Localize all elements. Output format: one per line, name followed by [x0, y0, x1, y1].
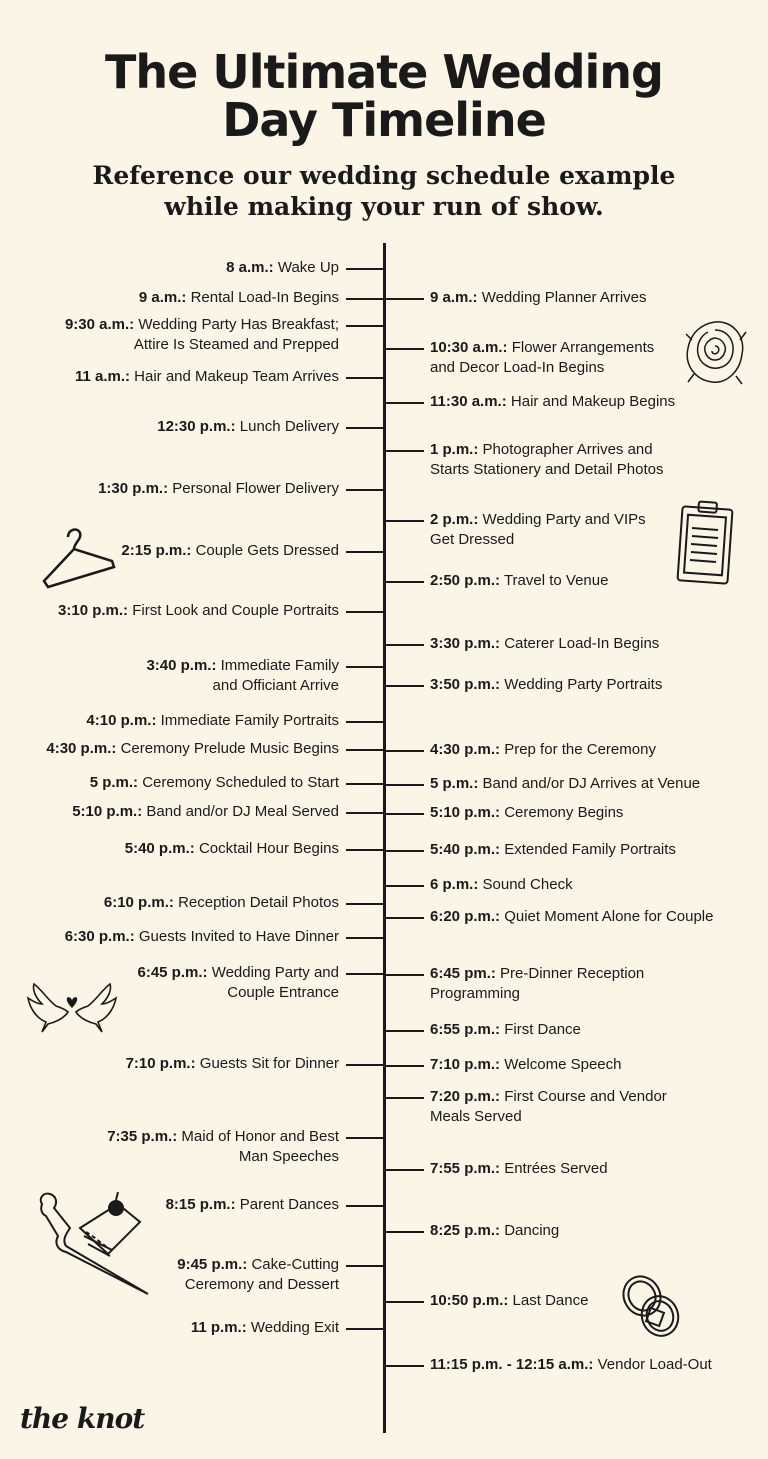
event-description: Wedding Party and: [211, 964, 339, 981]
event-description: Maid of Honor and Best: [181, 1128, 339, 1145]
event-line: [430, 440, 663, 460]
event-line: [430, 907, 714, 927]
event-time: 6:45 pm.:: [430, 965, 496, 982]
event-description: Dancing: [504, 1222, 560, 1239]
event-description: Wake Up: [277, 259, 339, 276]
event-description: Parent Dances: [239, 1196, 339, 1213]
timeline-event: [226, 258, 339, 278]
event-description: Reception Detail Photos: [178, 894, 339, 911]
timeline-event: [430, 840, 676, 860]
event-description: Entrées Served: [504, 1160, 608, 1177]
event-time: 5:40 p.m.:: [124, 840, 195, 857]
event-time: 3:50 p.m.:: [430, 676, 501, 693]
event-line: [58, 601, 339, 621]
event-time: 3:40 p.m.:: [146, 657, 217, 674]
event-description: Cake-Cutting: [251, 1256, 339, 1273]
timeline-event: [430, 803, 623, 823]
event-line: [430, 288, 647, 308]
event-line: [90, 773, 339, 793]
event-line: [146, 656, 339, 676]
event-line: [107, 1147, 339, 1167]
timeline-tick: [346, 377, 384, 379]
event-line: [430, 964, 644, 984]
event-description: and Officiant Arrive: [212, 677, 339, 694]
timeline-event: [430, 964, 644, 1004]
event-description: Vendor Load-Out: [597, 1356, 712, 1373]
event-time: 7:10 p.m.:: [430, 1056, 501, 1073]
event-line: [107, 1127, 339, 1147]
timeline-event: [430, 634, 659, 654]
event-line: [430, 571, 608, 591]
timeline-tick: [346, 937, 384, 939]
timeline-tick: [346, 268, 384, 270]
timeline-event: [157, 417, 339, 437]
clipboard-icon: [670, 500, 736, 586]
timeline-event: [146, 656, 339, 696]
timeline-tick: [346, 1265, 384, 1267]
event-description: Rental Load-In Begins: [190, 289, 339, 306]
rings-icon: [618, 1270, 684, 1340]
event-time: 6:30 p.m.:: [64, 928, 135, 945]
event-time: 4:30 p.m.:: [430, 741, 501, 758]
timeline-event: [430, 1087, 667, 1127]
timeline-tick: [386, 348, 424, 350]
event-line: [430, 358, 654, 378]
event-time: 6:10 p.m.:: [103, 894, 174, 911]
subtitle-line-2: while making your run of show.: [164, 192, 604, 221]
timeline-event: [430, 875, 573, 895]
event-line: [75, 367, 339, 387]
timeline-tick: [386, 1065, 424, 1067]
timeline-tick: [386, 850, 424, 852]
the-knot-logo: the knot: [20, 1402, 145, 1435]
timeline-tick: [346, 1137, 384, 1139]
event-time: 12:30 p.m.:: [157, 418, 236, 435]
event-description: Sound Check: [482, 876, 573, 893]
doves-icon: [26, 978, 118, 1038]
event-line: [98, 479, 339, 499]
event-description: Wedding Planner Arrives: [481, 289, 647, 306]
timeline-event: [430, 1355, 712, 1375]
timeline-event: [177, 1255, 339, 1295]
event-time: 5:10 p.m.:: [72, 803, 143, 820]
event-description: Extended Family Portraits: [504, 841, 676, 858]
timeline-event: [430, 288, 647, 308]
event-line: [46, 739, 339, 759]
timeline-tick: [386, 685, 424, 687]
timeline-tick: [346, 849, 384, 851]
event-time: 9:45 p.m.:: [177, 1256, 248, 1273]
event-description: Immediate Family Portraits: [160, 712, 339, 729]
event-line: [430, 634, 659, 654]
timeline-tick: [346, 1205, 384, 1207]
timeline-event: [430, 571, 608, 591]
event-line: [430, 840, 676, 860]
event-line: [226, 258, 339, 278]
event-line: [430, 984, 644, 1004]
event-line: [430, 803, 623, 823]
event-time: 2 p.m.:: [430, 511, 479, 528]
timeline-tick: [346, 812, 384, 814]
event-description: Immediate Family: [220, 657, 339, 674]
event-time: 5:40 p.m.:: [430, 841, 501, 858]
timeline-tick: [386, 1169, 424, 1171]
event-line: [430, 1355, 712, 1375]
timeline-tick: [386, 450, 424, 452]
event-line: [65, 927, 339, 947]
page-title: [0, 45, 768, 147]
event-description: Personal Flower Delivery: [172, 480, 339, 497]
timeline-tick: [346, 666, 384, 668]
timeline-tick: [386, 644, 424, 646]
event-time: 4:30 p.m.:: [46, 740, 117, 757]
event-time: 5:10 p.m.:: [430, 804, 501, 821]
timeline-event: [90, 773, 339, 793]
event-time: 8:25 p.m.:: [430, 1222, 501, 1239]
event-line: [430, 1020, 581, 1040]
timeline-event: [430, 740, 656, 760]
title-line-1: The Ultimate Wedding: [105, 45, 663, 99]
event-time: 6:20 p.m.:: [430, 908, 501, 925]
event-line: [137, 983, 339, 1003]
hanger-icon: [40, 525, 120, 595]
timeline-tick: [346, 903, 384, 905]
event-line: [430, 1221, 559, 1241]
timeline-tick: [386, 1097, 424, 1099]
event-description: Lunch Delivery: [239, 418, 339, 435]
timeline-event: [430, 774, 700, 794]
timeline-event: [430, 1159, 608, 1179]
event-line: [177, 1255, 339, 1275]
event-line: [65, 335, 339, 355]
event-description: Guests Sit for Dinner: [199, 1055, 339, 1072]
timeline-event: [58, 601, 339, 621]
event-description: Ceremony and Dessert: [184, 1276, 339, 1293]
event-description: Man Speeches: [238, 1148, 339, 1165]
event-description: Guests Invited to Have Dinner: [138, 928, 339, 945]
event-line: [139, 288, 339, 308]
timeline-event: [430, 1020, 581, 1040]
event-description: Wedding Party and VIPs: [482, 511, 646, 528]
event-time: 11:15 p.m. - 12:15 a.m.:: [430, 1356, 594, 1373]
page-subtitle: [0, 160, 768, 222]
event-description: First Dance: [504, 1021, 581, 1038]
timeline-tick: [386, 784, 424, 786]
event-description: Last Dance: [512, 1292, 589, 1309]
timeline-event: [104, 893, 339, 913]
timeline-tick: [386, 298, 424, 300]
timeline-event: [65, 927, 339, 947]
event-description: Pre-Dinner Reception: [500, 965, 645, 982]
event-description: Welcome Speech: [504, 1056, 622, 1073]
event-line: [430, 1087, 667, 1107]
event-description: Wedding Party Has Breakfast;: [138, 316, 339, 333]
event-description: Hair and Makeup Team Arrives: [134, 368, 339, 385]
timeline-event: [125, 839, 339, 859]
subtitle-line-1: Reference our wedding schedule example: [92, 161, 676, 190]
timeline-event: [107, 1127, 339, 1167]
event-description: First Course and Vendor: [504, 1088, 667, 1105]
event-time: 6:55 p.m.:: [430, 1021, 501, 1038]
event-line: [121, 541, 339, 561]
timeline-event: [430, 440, 663, 480]
timeline-tick: [346, 783, 384, 785]
event-time: 11:30 a.m.:: [430, 393, 507, 410]
event-line: [430, 460, 663, 480]
timeline-event: [430, 510, 646, 550]
event-description: Ceremony Scheduled to Start: [142, 774, 339, 791]
event-time: 11 a.m.:: [74, 368, 130, 385]
event-time: 10:50 p.m.:: [430, 1292, 509, 1309]
timeline-event: [121, 541, 339, 561]
event-time: 4:10 p.m.:: [86, 712, 157, 729]
event-description: Cocktail Hour Begins: [198, 840, 339, 857]
event-line: [65, 315, 339, 335]
timeline-event: [139, 288, 339, 308]
timeline-tick: [386, 1231, 424, 1233]
timeline-tick: [386, 917, 424, 919]
event-time: 3:30 p.m.:: [430, 635, 501, 652]
event-time: 8:15 p.m.:: [165, 1196, 236, 1213]
timeline-event: [430, 1291, 588, 1311]
event-line: [126, 1054, 339, 1074]
event-time: 10:30 a.m.:: [430, 339, 508, 356]
timeline-tick: [346, 749, 384, 751]
event-time: 7:55 p.m.:: [430, 1160, 501, 1177]
timeline-event: [430, 338, 654, 378]
event-line: [430, 530, 646, 550]
timeline-event: [98, 479, 339, 499]
event-time: 1:30 p.m.:: [98, 480, 169, 497]
event-description: Meals Served: [430, 1108, 522, 1125]
event-time: 3:10 p.m.:: [58, 602, 129, 619]
event-description: Caterer Load-In Begins: [504, 635, 660, 652]
event-description: Couple Entrance: [227, 984, 339, 1001]
event-line: [86, 711, 339, 731]
event-line: [125, 839, 339, 859]
timeline-event: [126, 1054, 339, 1074]
title-line-2: Day Timeline: [222, 93, 546, 147]
event-line: [104, 893, 339, 913]
timeline-tick: [346, 298, 384, 300]
event-description: Couple Gets Dressed: [195, 542, 339, 559]
event-description: Ceremony Prelude Music Begins: [120, 740, 339, 757]
event-time: 6 p.m.:: [430, 876, 479, 893]
timeline-tick: [386, 402, 424, 404]
event-description: Attire Is Steamed and Prepped: [133, 336, 339, 353]
rose-icon: [682, 318, 748, 388]
event-time: 9:30 a.m.:: [64, 316, 135, 333]
timeline-tick: [386, 885, 424, 887]
event-description: and Decor Load-In Begins: [430, 359, 605, 376]
event-line: [430, 338, 654, 358]
event-time: 7:10 p.m.:: [125, 1055, 196, 1072]
event-line: [430, 1159, 608, 1179]
event-line: [137, 963, 339, 983]
event-time: 11 p.m.:: [190, 1319, 247, 1336]
timeline-tick: [346, 1328, 384, 1330]
timeline-event: [430, 675, 662, 695]
event-description: Ceremony Begins: [504, 804, 624, 821]
event-line: [146, 676, 339, 696]
event-time: 7:35 p.m.:: [107, 1128, 178, 1145]
event-line: [430, 1055, 622, 1075]
timeline-event: [65, 315, 339, 355]
event-description: Programming: [430, 985, 521, 1002]
timeline-tick: [386, 1301, 424, 1303]
event-line: [166, 1195, 339, 1215]
event-time: 7:20 p.m.:: [430, 1088, 501, 1105]
timeline-event: [191, 1318, 339, 1338]
timeline-event: [86, 711, 339, 731]
event-time: 2:50 p.m.:: [430, 572, 501, 589]
event-description: Flower Arrangements: [511, 339, 655, 356]
event-time: 2:15 p.m.:: [121, 542, 192, 559]
timeline-axis: [383, 243, 386, 1433]
event-description: Photographer Arrives and: [482, 441, 653, 458]
timeline-event: [137, 963, 339, 1003]
timeline-tick: [386, 750, 424, 752]
event-description: First Look and Couple Portraits: [132, 602, 339, 619]
event-time: 1 p.m.:: [430, 441, 479, 458]
event-description: Wedding Party Portraits: [504, 676, 663, 693]
timeline-tick: [386, 1030, 424, 1032]
event-description: Band and/or DJ Meal Served: [146, 803, 339, 820]
timeline-tick: [346, 489, 384, 491]
event-line: [177, 1275, 339, 1295]
timeline-tick: [386, 813, 424, 815]
event-line: [430, 740, 656, 760]
timeline-tick: [346, 551, 384, 553]
timeline-tick: [386, 974, 424, 976]
cake-slice-icon: [36, 1188, 154, 1300]
event-time: 6:45 p.m.:: [137, 964, 208, 981]
timeline-tick: [346, 1064, 384, 1066]
timeline-tick: [346, 325, 384, 327]
event-time: 5 p.m.:: [430, 775, 479, 792]
event-line: [72, 802, 339, 822]
event-line: [430, 875, 573, 895]
event-line: [430, 1107, 667, 1127]
timeline-tick: [346, 721, 384, 723]
event-line: [430, 392, 675, 412]
timeline-event: [75, 367, 339, 387]
timeline-event: [430, 1221, 559, 1241]
event-description: Travel to Venue: [503, 572, 609, 589]
event-description: Starts Stationery and Detail Photos: [430, 461, 664, 478]
timeline-tick: [346, 611, 384, 613]
timeline-event: [430, 907, 714, 927]
timeline-event: [166, 1195, 339, 1215]
event-description: Get Dressed: [430, 531, 515, 548]
event-time: 5 p.m.:: [89, 774, 139, 791]
timeline-tick: [386, 1365, 424, 1367]
timeline-tick: [346, 973, 384, 975]
timeline-tick: [346, 427, 384, 429]
event-time: 9 a.m.:: [138, 289, 187, 306]
event-description: Quiet Moment Alone for Couple: [504, 908, 714, 925]
timeline-tick: [386, 581, 424, 583]
event-time: 9 a.m.:: [430, 289, 478, 306]
event-line: [191, 1318, 339, 1338]
event-line: [430, 1291, 588, 1311]
event-line: [430, 774, 700, 794]
timeline-event: [430, 392, 675, 412]
event-description: Band and/or DJ Arrives at Venue: [482, 775, 701, 792]
event-time: 8 a.m.:: [226, 259, 274, 276]
event-description: Prep for the Ceremony: [504, 741, 656, 758]
event-line: [430, 510, 646, 530]
event-description: Hair and Makeup Begins: [510, 393, 676, 410]
timeline-event: [72, 802, 339, 822]
timeline-event: [430, 1055, 622, 1075]
event-description: Wedding Exit: [250, 1319, 339, 1336]
timeline-event: [46, 739, 339, 759]
event-line: [430, 675, 662, 695]
timeline-tick: [386, 520, 424, 522]
event-line: [157, 417, 339, 437]
